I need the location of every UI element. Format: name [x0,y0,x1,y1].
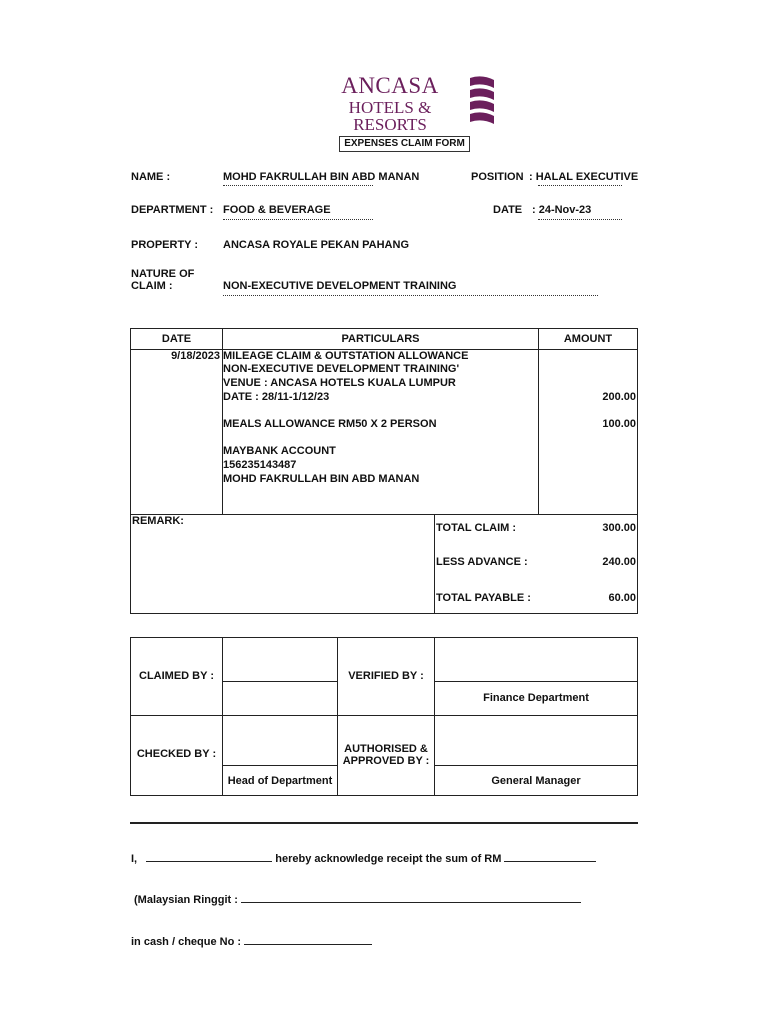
cheque-label: in cash / cheque No : [131,936,242,948]
section-divider [130,822,638,824]
amount-value: 200.00 [602,391,636,403]
date-dotted-line [538,219,622,220]
receipt-text: hereby acknowledge receipt the sum of RM [275,853,502,865]
particulars-line: NON-EXECUTIVE DEVELOPMENT TRAINING' [223,363,460,375]
verified-by-label: VERIFIED BY : [348,670,424,682]
date-column-header: DATE [161,333,192,345]
particulars-line: DATE : 28/11-1/12/23 [223,391,330,403]
date-label: DATE [493,204,523,216]
name-label: NAME : [131,171,171,183]
particulars-line: MEALS ALLOWANCE RM50 X 2 PERSON [223,418,437,430]
particulars-line: MILEAGE CLAIM & OUTSTATION ALLOWANCE [223,350,469,362]
form-title: EXPENSES CLAIM FORM [339,136,470,152]
name-dotted-line [223,185,373,186]
claim-table [130,328,638,614]
particulars-line: MOHD FAKRULLAH BIN ABD MANAN [223,473,420,485]
nature-label-1: NATURE OF [131,268,195,280]
total-payable-label: TOTAL PAYABLE : [436,592,531,604]
nature-value: NON-EXECUTIVE DEVELOPMENT TRAINING [223,280,457,292]
position-label: POSITION [471,171,524,183]
less-advance-value: 240.00 [602,556,636,568]
position-dotted-line [538,185,622,186]
department-value: FOOD & BEVERAGE [223,204,331,216]
department-dotted-line [223,219,373,220]
logo-line-2: HOTELS & RESORTS [348,98,432,134]
company-logo [310,74,470,133]
amount-value: 100.00 [602,418,636,430]
property-value: ANCASA ROYALE PEKAN PAHANG [223,239,410,251]
amount-rm-blank[interactable] [504,851,596,862]
cheque-number-blank[interactable] [244,934,372,945]
logo-line-1: ANCASA [341,73,439,98]
finance-department-label: Finance Department [483,692,589,704]
amount-column-header: AMOUNT [563,333,613,345]
ringgit-label: (Malaysian Ringgit : [134,894,238,906]
total-payable-value: 60.00 [608,592,636,604]
particulars-line: MAYBANK ACCOUNT [223,445,336,457]
recipient-name-blank[interactable] [146,851,272,862]
claimed-by-label: CLAIMED BY : [139,670,214,682]
entry-date: 9/18/2023 [171,350,220,362]
ringgit-line [134,892,581,906]
less-advance-label: LESS ADVANCE : [436,556,528,568]
general-manager-label: General Manager [491,775,581,787]
property-label: PROPERTY : [131,239,199,251]
head-of-department-label: Head of Department [227,775,333,787]
total-claim-value: 300.00 [602,522,636,534]
i-label: I, [131,853,138,865]
authorised-label: AUTHORISED & [344,743,428,755]
date-value: : 24-Nov-23 [532,204,592,216]
signature-table [130,637,638,796]
acknowledgement-line [131,851,596,865]
department-label: DEPARTMENT : [131,204,214,216]
cheque-line [131,934,372,948]
nature-label-2: CLAIM : [131,280,173,292]
particulars-column-header: PARTICULARS [341,333,420,345]
ringgit-words-blank[interactable] [241,892,581,903]
position-value: : HALAL EXECUTIVE [529,171,639,183]
total-claim-label: TOTAL CLAIM : [436,522,517,534]
approved-by-label: APPROVED BY : [342,755,430,767]
logo-wave-icon [470,76,494,126]
remark-label: REMARK: [132,515,184,527]
name-value: MOHD FAKRULLAH BIN ABD MANAN [223,171,420,183]
particulars-line: VENUE : ANCASA HOTELS KUALA LUMPUR [223,377,456,389]
nature-dotted-line [223,295,598,296]
particulars-line: 156235143487 [223,459,297,471]
checked-by-label: CHECKED BY : [136,748,217,760]
